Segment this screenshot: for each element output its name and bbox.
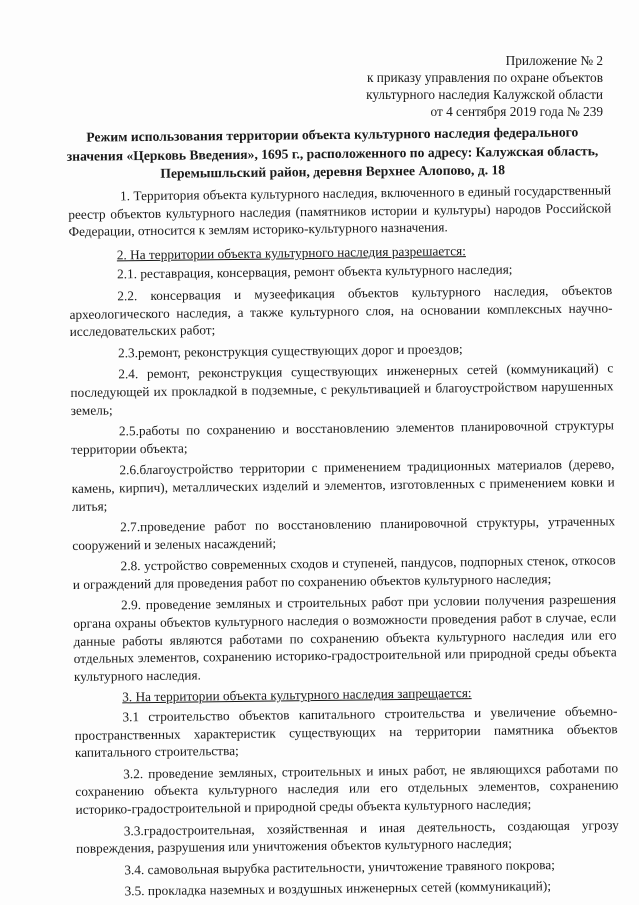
appendix-line-4: от 4 сентября 2019 года № 239: [430, 104, 603, 119]
paragraph-1: 1. Территория объекта культурного наследия, включенного в единый государственный реестр объектов культурного наследия (памятников истории и культуры) народов Российской Федерации, относится к землям историко-культурного назначения.: [68, 182, 612, 240]
item-2-2: 2.2. консервация и музеефикация объектов культурного наследия, объектов археологического наследия, а также культурного слоя, на основании комплексных научно-исследовательских работ;: [69, 282, 613, 340]
item-2-9: 2.9. проведение земляных и строительных работ при условии получения разрешения органа охраны объектов культурного наследия о возможности проведения работ в случае, если данные работы являются работами по сохранению объекта культурного наследия или его отдельных элементов, сохранению историко-градостроительной или природной среды объекта культурного наследия.: [73, 591, 617, 684]
item-2-1: 2.1. реставрация, консервация, ремонт объекта культурного наследия;: [116, 261, 513, 282]
document-title: Режим использования территории объекта культурного наследия федерального значения «Церковь Введения», 1695 г., расположенного по адресу: Калужская область, Перемышльский район, деревня Верхнее Алопово, д. 18: [66, 124, 599, 181]
item-3-1: 3.1 строительство объектов капитального строительства и увеличение объемно-пространственных характеристик существующих на территории памятника объектов капитального строительства;: [74, 703, 618, 761]
item-2-8: 2.8. устройство современных сходов и ступеней, пандусов, подпорных стенок, откосов и ограждений для проведения работ по сохранению объектов культурного наследия;: [72, 552, 616, 592]
item-3-3: 3.3.градостроительная, хозяйственная и иная деятельность, создающая угрозу повреждения, разрушения или уничтожения объектов культурного наследия;: [75, 816, 619, 857]
section-3-heading: 3. На территории объекта культурного наследия запрещается:: [122, 685, 472, 705]
item-3-2: 3.2. проведение земляных, строительных и иных работ, не являющихся работами по сохранению объекта культурного наследия или его отдельных элементов, сохранению историко-градостроительной и природной среды объекта культурного наследия;: [75, 760, 619, 817]
item-3-5: 3.5. прокладка наземных и воздушных инженерных сетей (коммуникаций);: [124, 878, 552, 899]
appendix-line-3: культурного наследия Калужской области: [366, 87, 603, 102]
item-2-6: 2.6.благоустройство территории с применением традиционных материалов (дерево, камень, кирпич), металлических изделий и элементов, изготовленных с применением ковки и литья;: [71, 456, 615, 514]
document-body: [68, 181, 620, 905]
appendix-header: [303, 52, 603, 120]
item-2-3: 2.3.ремонт, реконструкция существующих дорог и проездов;: [117, 340, 463, 361]
item-2-5: 2.5.работы по сохранению и восстановлению элементов планировочной структуры территории объекта;: [71, 417, 615, 457]
item-3-4: 3.4. самовольная вырубка растительности, уничтожение травяного покрова;: [124, 856, 556, 878]
appendix-line-1: Приложение № 2: [505, 53, 603, 68]
item-2-7: 2.7.проведение работ по восстановлению планировочной структуры, утраченных сооружений и зеленых насаждений;: [72, 513, 616, 553]
item-2-4: 2.4. ремонт, реконструкция существующих инженерных сетей (коммуникаций) с последующей их прокладкой в подземные, с рекультивацией и благоустройством нарушенных земель;: [70, 360, 614, 418]
section-2-heading: 2. На территории объекта культурного наследия разрешается:: [116, 242, 466, 263]
appendix-line-2: к приказу управления по охране объектов: [366, 70, 603, 85]
